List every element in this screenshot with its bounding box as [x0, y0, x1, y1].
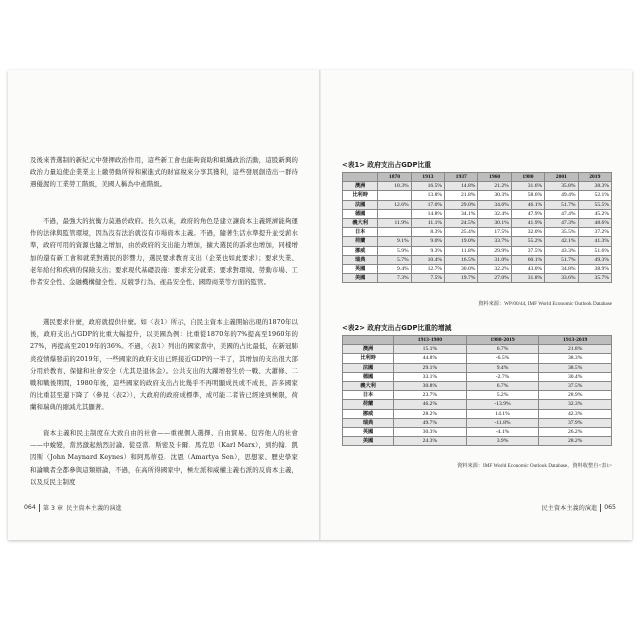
folio-divider	[39, 504, 40, 512]
table2-row-label: 荷蘭	[343, 400, 394, 409]
running-title: 民主資本主義的演進	[66, 505, 122, 512]
table2-row-label: 比利時	[343, 354, 394, 363]
table1-cell: 55.5%	[578, 200, 611, 209]
table1-cell: 49.4%	[545, 191, 578, 200]
folio-divider	[600, 504, 601, 512]
table1-cell: 32.0%	[511, 228, 544, 237]
table2-row	[343, 437, 612, 446]
table2-row	[343, 391, 612, 400]
right-page	[328, 70, 624, 540]
table1-cell: 17.0%	[411, 200, 444, 209]
table1-cell: 49.3%	[578, 255, 611, 264]
table1-row-label: 比利時	[343, 191, 378, 200]
table2-column-header: 1913-1980	[394, 336, 467, 345]
paragraph-1: 及後來普選制的新紀元中發揮政治作用，這些新工會也能夠資助和組織政治活動，這股新興的政治力量迫使企業業主上繳勞動所得和累進式的財富稅來分享其獲利，這些發展創造出一群待遇優渥的工業勞工階級，美國人稱為中產階級。	[30, 156, 298, 189]
table1-row-label: 英國	[343, 264, 378, 273]
table1-row	[343, 218, 612, 227]
table1-cell: 41.9%	[511, 218, 544, 227]
table1-cell: 31.0%	[478, 255, 511, 264]
table1-cell: 45.2%	[578, 209, 611, 218]
table1-cell	[378, 191, 411, 200]
table1-cell: 14.8%	[411, 209, 444, 218]
table1-header-row	[343, 173, 612, 182]
table1-cell: 30.3%	[478, 191, 511, 200]
table1-cell: 58.6%	[511, 191, 544, 200]
table1-row	[343, 274, 612, 283]
table2-cell: 28.2%	[394, 409, 467, 418]
table2-row-label: 法國	[343, 363, 394, 372]
left-page	[16, 70, 312, 540]
table1-cell: 9.0%	[411, 237, 444, 246]
table1-cell: 51.7%	[545, 255, 578, 264]
table1-cell	[378, 209, 411, 218]
table2-row	[343, 354, 612, 363]
table1-cell: 37.2%	[578, 228, 611, 237]
table2-cell: 21.8%	[539, 345, 612, 354]
table1-cell: 42.1%	[545, 237, 578, 246]
table1-row	[343, 264, 612, 273]
table1-cell: 9.4%	[378, 264, 411, 273]
table1-cell: 11.1%	[411, 218, 444, 227]
table2-cell: 3.9%	[466, 437, 539, 446]
table2-cell: 5.2%	[466, 391, 539, 400]
table1-row	[343, 228, 612, 237]
page-gutter	[319, 70, 321, 540]
table1-cell: 27.0%	[478, 274, 511, 283]
table2-cell: 9.4%	[466, 363, 539, 372]
table1-cell: 5.7%	[378, 255, 411, 264]
table2-cell: 23.7%	[394, 391, 467, 400]
table2-row-label: 英國	[343, 427, 394, 436]
table1-cell: 16.5%	[411, 182, 444, 191]
table1-cell: 7.3%	[378, 274, 411, 283]
table1-cell: 52.1%	[578, 191, 611, 200]
table1-cell: 47.9%	[511, 209, 544, 218]
table2-row-label: 義大利	[343, 381, 394, 390]
table1-cell: 37.5%	[511, 246, 544, 255]
table2-cell: 49.7%	[394, 418, 467, 427]
table1-cell: 32.2%	[478, 264, 511, 273]
table1-cell: 17.5%	[478, 228, 511, 237]
table1-cell: 29.9%	[478, 246, 511, 255]
table1-cell: 10.4%	[411, 255, 444, 264]
table1-cell: 13.8%	[411, 191, 444, 200]
table2-cell: -6.5%	[466, 354, 539, 363]
table1-cell: 16.5%	[445, 255, 478, 264]
table1-row	[343, 246, 612, 255]
table2-column-header: 1980-2019	[466, 336, 539, 345]
table2-row	[343, 409, 612, 418]
table2-cell: 46.2%	[394, 400, 467, 409]
table2-cell: 6.7%	[466, 345, 539, 354]
table1-cell: 19.0%	[445, 237, 478, 246]
table2-row	[343, 363, 612, 372]
table1-row-label: 挪威	[343, 246, 378, 255]
table1-row	[343, 209, 612, 218]
table1-row-label: 日本	[343, 228, 378, 237]
table2-cell: 30.3%	[394, 427, 467, 436]
table2-cell: 15.1%	[394, 345, 467, 354]
table2-cell: 42.3%	[539, 409, 612, 418]
table1-cell: 35.8%	[545, 182, 578, 191]
table1-cell: 19.7%	[445, 274, 478, 283]
table2-row-label: 挪威	[343, 409, 394, 418]
table2-cell: 32.3%	[539, 400, 612, 409]
table1-cell: 51.6%	[578, 246, 611, 255]
table1-cell: 38.3%	[578, 182, 611, 191]
book-spread	[8, 70, 632, 540]
table1-title: <表1> 政府支出占GDP比重	[342, 161, 432, 169]
table2-row	[343, 418, 612, 427]
table1-cell: 8.3%	[411, 228, 444, 237]
table2-cell: 26.2%	[539, 427, 612, 436]
table1-cell: 33.7%	[478, 237, 511, 246]
chapter-label: 第 3 章	[42, 505, 64, 512]
table1-cell: 18.3%	[378, 182, 411, 191]
table1-row	[343, 237, 612, 246]
table2-title: <表2> 政府支出占GDP比重的增減	[342, 324, 452, 332]
running-title: 民主資本主義的演進	[541, 505, 598, 512]
table2-row	[343, 372, 612, 381]
table2	[342, 335, 612, 446]
table1-row	[343, 255, 612, 264]
table2-column-header: 1913-2019	[539, 336, 612, 345]
table1-row-label: 義大利	[343, 218, 378, 227]
right-folio	[542, 503, 617, 512]
table2-cell: 37.5%	[539, 381, 612, 390]
table1-row-label: 澳洲	[343, 182, 378, 191]
table1-cell: 30.1%	[478, 218, 511, 227]
table1-cell: 5.9%	[378, 246, 411, 255]
table1-cell: 24.5%	[445, 218, 478, 227]
table2-cell: 37.9%	[539, 418, 612, 427]
table1-cell: 21.2%	[478, 182, 511, 191]
paragraph-3: 選民要求什麼，政府就提供什麼。如〈表1〉所示，自民主資本主義開始出現的1870年以後，政府支出占GDP的比重大幅提升，以美國為例：比重從1870年的7%提高至1960年的27%，再提高至2019年的36%。不過，〈表1〉列出的國家當中，美國的占比最低，在新冠肺炎疫情爆發前的2019年，一些國家的政府支出已經接近GDP的一半了，其增加的支出很大部分用於教育、保健和社會安全（尤其是退休金）。公共支出的大躍增發生於一戰、大蕭條、二戰和戰後期間，1980年後，這些國家的政府支出占比幾乎不再明顯成長或不成長，許多國家的比重甚至還下降了（參見〈表2〉），大政府的政府成標準，成可能二者皆已經達到極限，荷蘭和瑞典的縮減尤其顯著。	[30, 318, 298, 412]
table1-cell: 35.5%	[545, 228, 578, 237]
table1-cell: 60.1%	[511, 255, 544, 264]
table1-column-header	[343, 173, 378, 182]
table2-cell: 38.3%	[539, 354, 612, 363]
table2-cell: 29.1%	[394, 363, 467, 372]
table1-cell: 25.4%	[445, 228, 478, 237]
table2-cell: 44.8%	[394, 354, 467, 363]
paragraph-2: 不過，最強大的抗衡力莫過於政府。長久以來，政府的角色是建立讓資本主義經濟能夠運作的法律與監管環境，因為沒有法治就沒有市場資本主義。不過，隨著生活水準提升並受薪水準，政府可用的資源也隨之增加，由於政府的支出能力增加，擴大選民的訴求也增加，同樣增加的還有新工會和就業對選民的影響力，選民要求教育支出（企業也如此要求）；要求失業、老年給付和疾病的保險支出；要求現代基礎設施：要求充分就業；要求對環境、勞動市場、工作者安全性、金融機構健全性、反競爭行為、產品安全性、國際商業等方面的監管。	[30, 217, 298, 287]
table2-row-label: 瑞典	[343, 418, 394, 427]
table1-cell: 32.4%	[478, 209, 511, 218]
table2-column-header	[343, 336, 394, 345]
page-number: 065	[604, 504, 616, 511]
table2-cell: -2.7%	[466, 372, 539, 381]
table1-row-label: 法國	[343, 200, 378, 209]
table1-column-header: 1937	[445, 173, 478, 182]
table2-cell: -13.9%	[466, 400, 539, 409]
table1-cell: 12.6%	[378, 200, 411, 209]
table2-row-label: 德國	[343, 372, 394, 381]
page-number: 064	[24, 504, 36, 511]
table2-row	[343, 381, 612, 390]
table2-cell: 33.1%	[394, 372, 467, 381]
table1-source: 資料來源：WP/00/44, IMF World Economic Outlook Database	[478, 301, 612, 307]
table1-cell	[378, 228, 411, 237]
table1-column-header: 2001	[545, 173, 578, 182]
table1-cell: 46.1%	[511, 200, 544, 209]
table1-cell: 35.7%	[578, 274, 611, 283]
table1-column-header: 1913	[411, 173, 444, 182]
table2-cell: 30.8%	[394, 381, 467, 390]
table2-row-label: 日本	[343, 391, 394, 400]
table1-row	[343, 191, 612, 200]
table1-row-label: 美國	[343, 274, 378, 283]
table1-cell: 29.0%	[445, 200, 478, 209]
table1-row	[343, 200, 612, 209]
table2-cell: 28.9%	[539, 391, 612, 400]
table2-cell: -11.8%	[466, 418, 539, 427]
table1-column-header: 1960	[478, 173, 511, 182]
table2-row	[343, 400, 612, 409]
table1-cell: 11.9%	[378, 218, 411, 227]
table1-cell: 38.9%	[578, 264, 611, 273]
table1-cell: 14.8%	[445, 182, 478, 191]
table1-cell: 7.5%	[411, 274, 444, 283]
table2-cell: -4.1%	[466, 427, 539, 436]
table1-row-label: 瑞典	[343, 255, 378, 264]
table1-cell: 43.3%	[545, 246, 578, 255]
table1-cell: 21.8%	[445, 191, 478, 200]
table2-source: 資料來源：IMF World Economic Outlook Database，資料收整自<表1>	[457, 463, 612, 469]
table1-cell: 48.6%	[578, 218, 611, 227]
table2-row-label: 澳洲	[343, 345, 394, 354]
table1-cell: 51.7%	[545, 200, 578, 209]
table1-cell: 12.7%	[411, 264, 444, 273]
table1-cell: 41.3%	[578, 237, 611, 246]
table2-cell: 38.5%	[539, 363, 612, 372]
table2-header-row	[343, 336, 612, 345]
table1-cell: 47.3%	[545, 218, 578, 227]
table2-cell: 30.4%	[539, 372, 612, 381]
table1-cell: 31.8%	[511, 274, 544, 283]
table1-column-header: 1870	[378, 173, 411, 182]
table1-cell: 11.8%	[445, 246, 478, 255]
table1-cell: 34.8%	[545, 264, 578, 273]
left-folio	[24, 503, 122, 512]
table2-cell: 6.7%	[466, 381, 539, 390]
table1-cell: 55.2%	[511, 237, 544, 246]
table2-row	[343, 345, 612, 354]
table1-cell: 31.6%	[511, 182, 544, 191]
table2-cell: 14.1%	[466, 409, 539, 418]
table1-cell: 9.1%	[378, 237, 411, 246]
table1-cell: 34.6%	[478, 200, 511, 209]
table1-cell: 9.3%	[411, 246, 444, 255]
table1-cell: 43.0%	[511, 264, 544, 273]
table1-cell: 30.0%	[445, 264, 478, 273]
table1-row	[343, 182, 612, 191]
table2-row-label: 美國	[343, 437, 394, 446]
table2-cell: 24.3%	[394, 437, 467, 446]
table1-row-label: 德國	[343, 209, 378, 218]
table1-cell: 47.4%	[545, 209, 578, 218]
table1-row-label: 荷蘭	[343, 237, 378, 246]
table1-column-header: 1980	[511, 173, 544, 182]
table2-row	[343, 427, 612, 436]
paragraph-4: 資本主義和民主制度在大致自由的社會——重視個人選擇、自由貿易、包容他人的社會——中蛻變，當然激起熱烈討論、從亞當．斯密及卡爾．馬克思（Karl Marx），到約翰．凱因斯（John Maynard Keynes）和阿馬蒂亞．沈恩（Amartya Sen），思想家、歷史學家和論戰者全都參與這類辯論，不過，在高所得國家中，極左派和威權主義右派的反資本主義，以及反民主制度	[30, 429, 298, 486]
table1-cell: 33.6%	[545, 274, 578, 283]
table2-cell: 28.2%	[539, 437, 612, 446]
table1-column-header: 2019	[578, 173, 611, 182]
table1	[342, 172, 612, 283]
table1-cell: 34.1%	[445, 209, 478, 218]
